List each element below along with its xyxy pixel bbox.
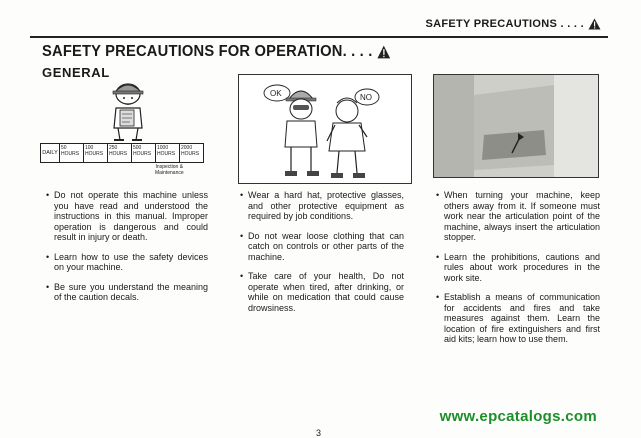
bullet: • [436,190,440,200]
timeline-cell [108,143,132,163]
maintenance-timeline [40,143,204,176]
articulation-photo [433,74,599,178]
column-right [436,190,600,354]
timeline-cell [156,143,180,163]
timeline-cell-interval: 250 [109,145,118,151]
bullet: • [240,190,244,200]
timeline-cell-interval: 500 [133,145,142,151]
warning-icon [377,45,391,59]
list-item-text: Establish a means of communication for accidents and fires and take measures against them. Learn the location of fire extinguishers and first aid kits; learn how to use them. [444,292,600,344]
list-item-text: Be sure you understand the meaning of the caution decals. [54,281,208,302]
list-item-text: Do not operate this machine unless you have read and understood the instructions in this manual. Improper operation is dangerous and could result in injury or death. [54,190,208,242]
section-header [425,18,601,30]
warning-icon [588,18,601,30]
ok-bubble-text: OK [270,89,282,98]
list-item [240,271,404,313]
timeline-cell-unit: HOURS [181,151,200,157]
list-item [46,252,208,273]
timeline-caption [155,164,184,176]
list-item [436,190,600,243]
list-item-text: Learn the prohibitions, cautions and rules about work procedures in the work site. [444,251,600,283]
column-middle [240,190,404,322]
bullet: • [436,251,440,262]
timeline-cell [40,143,60,163]
timeline-caption-line1: Inspection & [155,164,184,170]
section-subtitle: GENERAL [42,65,110,80]
bullet: • [240,271,244,281]
list-item-text: Do not wear loose clothing that can catch on controls or other parts of the machine. [248,230,404,262]
list-item-text: Take care of your health, Do not operate when tired, after drinking, or while on medication that could cause drowsiness. [248,271,404,313]
list-item [46,190,208,243]
header-divider [30,36,608,38]
bullet: • [436,292,440,302]
timeline-cell-unit: HOURS [61,151,80,157]
timeline-cell [132,143,156,163]
list-item [240,190,404,222]
page-title-text: SAFETY PRECAUTIONS FOR OPERATION. . . . [42,43,373,60]
list-item [436,252,600,284]
timeline-cell [60,143,84,163]
timeline-cell-unit: HOURS [109,151,128,157]
timeline-cell-interval: 100 [85,145,94,151]
worker-illustration [100,80,158,142]
list-item [240,231,404,263]
timeline-cell [180,143,204,163]
timeline-cell-interval: 2000 [181,145,193,151]
timeline-cell-interval: 1000 [157,145,169,151]
timeline-cell-interval: 50 [61,145,67,151]
timeline-cell-unit: HOURS [133,151,152,157]
bullet: • [240,230,244,241]
timeline-cell-unit: HOURS [85,151,104,157]
list-item [436,292,600,345]
bullet: • [46,251,50,262]
section-header-text: SAFETY PRECAUTIONS . . . . [425,18,584,30]
column-left [46,190,208,312]
timeline-cell [84,143,108,163]
footer-url[interactable]: www.epcatalogs.com [439,408,597,425]
timeline-cell-interval: DAILY [42,150,58,156]
protective-gear-illustration [238,74,412,184]
no-bubble-text: NO [360,93,372,102]
bullet: • [46,281,50,292]
list-item-text: When turning your machine, keep others away from it. If someone must work near the articulation point of the machine, always insert the articulation stopper. [444,190,600,242]
list-item [46,282,208,303]
list-item-text: Wear a hard hat, protective glasses, and other protective equipment as required by job conditions. [248,190,404,221]
page-title [42,43,391,61]
list-item-text: Learn how to use the safety devices on your machine. [54,251,208,272]
page-number: 3 [316,428,322,438]
timeline-cell-unit: HOURS [157,151,176,157]
timeline-caption-line2: Maintenance [155,170,184,176]
bullet: • [46,190,50,200]
